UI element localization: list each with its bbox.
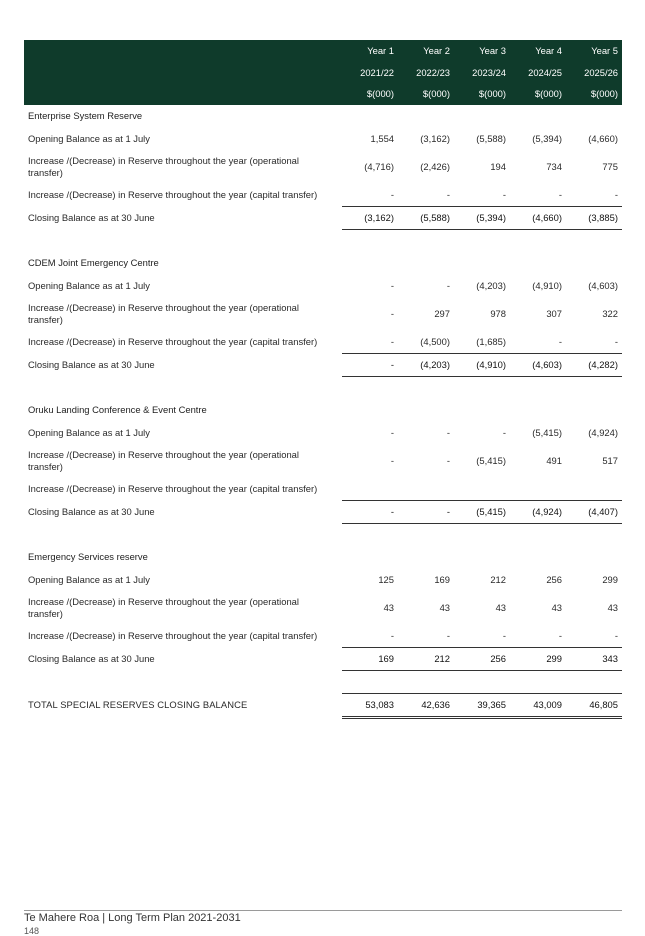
table-row (24, 150, 622, 184)
row-label: Opening Balance as at 1 July (28, 426, 150, 438)
header-year-5: Year 5 (566, 40, 622, 62)
cell-value: - (446, 427, 450, 439)
cell-value: 307 (546, 308, 562, 320)
cell-value: - (454, 184, 510, 207)
cell-value: 299 (602, 574, 618, 586)
cell-value: 978 (490, 308, 506, 320)
row-label: Increase /(Decrease) in Reserve throughout the year (operational transfer) (28, 595, 299, 619)
header-unit-4: $(000) (510, 83, 566, 105)
footer-title: Te Mahere Roa | Long Term Plan 2021-2031 (24, 912, 241, 924)
cell-value: (4,603) (588, 280, 618, 292)
cell-value: - (510, 625, 566, 648)
cell-value (454, 478, 510, 501)
table-row (24, 422, 622, 444)
table-row (24, 478, 622, 501)
spacer-row (24, 376, 622, 399)
cell-value: (4,407) (566, 500, 622, 523)
cell-value: - (342, 500, 398, 523)
cell-value: 43 (383, 602, 394, 614)
cell-value: (5,394) (454, 206, 510, 229)
total-value: 39,365 (454, 693, 510, 717)
total-value: 43,009 (510, 693, 566, 717)
spacer-row (24, 523, 622, 546)
cell-value: - (390, 308, 394, 320)
cell-value: - (454, 625, 510, 648)
cell-value: (4,924) (510, 500, 566, 523)
cell-value: (5,588) (398, 206, 454, 229)
row-label: Closing Balance as at 30 June (28, 505, 155, 517)
table-row (24, 184, 622, 207)
table-row (24, 591, 622, 625)
table-row (24, 331, 622, 354)
cell-value: - (566, 184, 622, 207)
cell-value: (4,660) (510, 206, 566, 229)
header-blank-cell (24, 40, 342, 62)
cell-value: - (510, 184, 566, 207)
cell-value: (4,910) (532, 280, 562, 292)
cell-value: - (446, 280, 450, 292)
cell-value: 256 (454, 647, 510, 670)
total-label: TOTAL SPECIAL RESERVES CLOSING BALANCE (28, 699, 248, 711)
cell-value: (4,910) (454, 353, 510, 376)
section-title: CDEM Joint Emergency Centre (28, 257, 159, 269)
header-period-5: 2025/26 (566, 62, 622, 84)
header-blank-cell (24, 62, 342, 84)
section-title: Emergency Services reserve (28, 551, 148, 563)
table-row (24, 128, 622, 150)
closing-balance-row (24, 500, 622, 523)
header-period-1: 2021/22 (342, 62, 398, 84)
row-label: Increase /(Decrease) in Reserve throughout the year (capital transfer) (28, 336, 318, 348)
closing-balance-row (24, 647, 622, 670)
cell-value: - (398, 184, 454, 207)
header-year-4: Year 4 (510, 40, 566, 62)
total-row (24, 693, 622, 717)
cell-value: (3,885) (566, 206, 622, 229)
row-label: Increase /(Decrease) in Reserve throughout the year (capital transfer) (28, 189, 318, 201)
cell-value: (4,282) (566, 353, 622, 376)
spacer-row (24, 229, 622, 252)
cell-value: 256 (546, 574, 562, 586)
spacer-cell (24, 523, 622, 546)
cell-value: - (446, 455, 450, 467)
row-label: Increase /(Decrease) in Reserve throughout the year (capital transfer) (28, 483, 318, 495)
cell-value: - (398, 625, 454, 648)
cell-value: 43 (551, 602, 562, 614)
cell-value: (5,415) (476, 455, 506, 467)
closing-balance-row (24, 353, 622, 376)
row-label: Opening Balance as at 1 July (28, 573, 150, 585)
cell-value: - (398, 500, 454, 523)
cell-value: - (390, 427, 394, 439)
row-label: Increase /(Decrease) in Reserve throughout the year (capital transfer) (28, 630, 318, 642)
cell-value: 517 (602, 455, 618, 467)
cell-value: (4,203) (398, 353, 454, 376)
row-label: Increase /(Decrease) in Reserve throughout the year (operational transfer) (28, 301, 299, 325)
header-unit-5: $(000) (566, 83, 622, 105)
cell-value: 322 (602, 308, 618, 320)
cell-value (510, 478, 566, 501)
table-row (24, 444, 622, 478)
cell-value: 125 (378, 574, 394, 586)
cell-value (342, 478, 398, 501)
row-label: Opening Balance as at 1 July (28, 132, 150, 144)
cell-value: - (502, 427, 506, 439)
cell-value: - (510, 331, 566, 354)
cell-value: - (566, 331, 622, 354)
header-period-4: 2024/25 (510, 62, 566, 84)
cell-value: 212 (490, 574, 506, 586)
header-period-2: 2022/23 (398, 62, 454, 84)
section-title: Enterprise System Reserve (28, 110, 143, 122)
footer-divider (24, 910, 622, 911)
cell-value: 43 (607, 602, 618, 614)
section-title-row (24, 252, 622, 275)
table-row (24, 569, 622, 591)
cell-value: 43 (439, 602, 450, 614)
table-row (24, 297, 622, 331)
cell-value: - (342, 353, 398, 376)
row-label: Closing Balance as at 30 June (28, 358, 155, 370)
cell-value: - (342, 331, 398, 354)
table-row (24, 275, 622, 297)
row-label: Increase /(Decrease) in Reserve throughout the year (operational transfer) (28, 448, 299, 472)
cell-value: (4,716) (364, 161, 394, 173)
cell-value: 734 (546, 161, 562, 173)
row-label: Opening Balance as at 1 July (28, 279, 150, 291)
header-blank-cell (24, 83, 342, 105)
section-title-row (24, 399, 622, 422)
cell-value: (2,426) (420, 161, 450, 173)
cell-value (398, 478, 454, 501)
section-title: Oruku Landing Conference & Event Centre (28, 404, 207, 416)
cell-value: 491 (546, 455, 562, 467)
cell-value: 212 (398, 647, 454, 670)
spacer-cell (24, 229, 622, 252)
section-title-row (24, 546, 622, 569)
spacer-row (24, 670, 622, 693)
cell-value: (5,588) (476, 133, 506, 145)
spacer-cell (24, 376, 622, 399)
section-title-row (24, 105, 622, 128)
header-row-periods (24, 62, 622, 84)
header-row-units (24, 83, 622, 105)
cell-value: (5,394) (532, 133, 562, 145)
header-unit-1: $(000) (342, 83, 398, 105)
header-row-years (24, 40, 622, 62)
cell-value: 194 (490, 161, 506, 173)
cell-value: (4,500) (398, 331, 454, 354)
cell-value: (4,660) (588, 133, 618, 145)
cell-value: - (342, 184, 398, 207)
cell-value: (4,203) (476, 280, 506, 292)
row-label: Closing Balance as at 30 June (28, 211, 155, 223)
cell-value: (4,603) (510, 353, 566, 376)
cell-value: 299 (510, 647, 566, 670)
cell-value: (3,162) (420, 133, 450, 145)
cell-value: - (390, 280, 394, 292)
header-period-3: 2023/24 (454, 62, 510, 84)
cell-value: 297 (434, 308, 450, 320)
cell-value: (5,415) (532, 427, 562, 439)
cell-value: - (390, 455, 394, 467)
cell-value: (1,685) (454, 331, 510, 354)
cell-value (566, 478, 622, 501)
spacer-cell (24, 670, 622, 693)
cell-value: 169 (342, 647, 398, 670)
special-reserves-table (24, 40, 622, 719)
header-year-3: Year 3 (454, 40, 510, 62)
row-label: Closing Balance as at 30 June (28, 652, 155, 664)
cell-value: 169 (434, 574, 450, 586)
closing-balance-row (24, 206, 622, 229)
cell-value: 1,554 (370, 133, 394, 145)
cell-value: 343 (566, 647, 622, 670)
table-body (24, 105, 622, 718)
total-value: 42,636 (398, 693, 454, 717)
cell-value: 43 (495, 602, 506, 614)
header-unit-2: $(000) (398, 83, 454, 105)
total-value: 53,083 (342, 693, 398, 717)
cell-value: (5,415) (454, 500, 510, 523)
page-number: 148 (24, 926, 40, 936)
row-label: Increase /(Decrease) in Reserve throughout the year (operational transfer) (28, 154, 299, 178)
header-unit-3: $(000) (454, 83, 510, 105)
header-year-1: Year 1 (342, 40, 398, 62)
table-row (24, 625, 622, 648)
cell-value: - (342, 625, 398, 648)
header-year-2: Year 2 (398, 40, 454, 62)
cell-value: (3,162) (342, 206, 398, 229)
table-header (24, 40, 622, 105)
cell-value: 775 (602, 161, 618, 173)
cell-value: (4,924) (588, 427, 618, 439)
total-value: 46,805 (566, 693, 622, 717)
cell-value: - (566, 625, 622, 648)
